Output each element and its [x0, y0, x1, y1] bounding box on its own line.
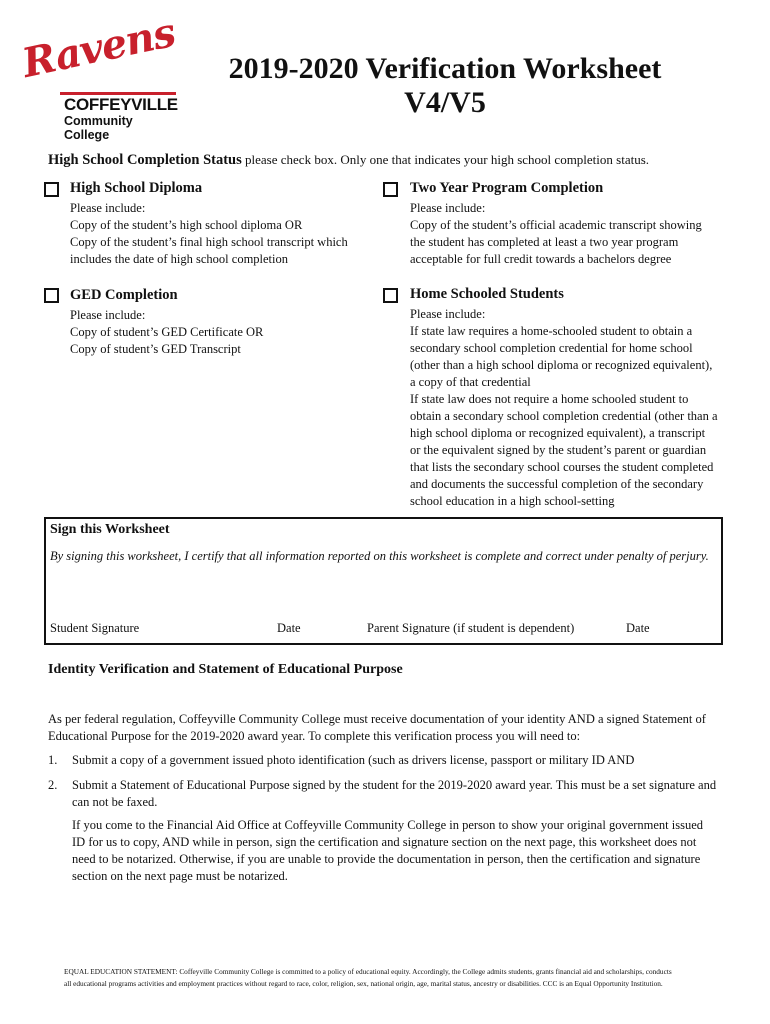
- hs-completion-heading: [48, 152, 649, 169]
- option-line: includes the date of high school completion: [70, 252, 289, 266]
- option-line: If state law does not require a home schooled student to: [410, 392, 689, 406]
- checkbox-high-school-diploma[interactable]: [44, 182, 59, 197]
- paragraph-line: need to be notarized. Otherwise, if you are unable to provide the documentation in person, then the certification and signature: [72, 852, 701, 866]
- option-line: or the equivalent signed by the student’s parent or guardian: [410, 443, 707, 457]
- paragraph-line: ID for us to copy, AND while in person, sign the certification and signature section on the next page, this worksheet does not: [72, 835, 697, 849]
- student-date-field[interactable]: Date: [277, 621, 301, 635]
- paragraph-line: section on the next page must be notarized.: [72, 869, 288, 883]
- option-body-ged-completion: [70, 307, 263, 358]
- checkbox-two-year-program[interactable]: [383, 182, 398, 197]
- option-line: Copy of the student’s official academic transcript showing: [410, 218, 702, 232]
- list-item-number-2: 2.: [48, 778, 58, 792]
- notarization-paragraph: [72, 817, 703, 885]
- logo-name-line1: COFFEYVILLE: [64, 95, 178, 114]
- option-line: the student has completed at least a two year program: [410, 235, 679, 249]
- option-line: and documents the successful completion of the secondary: [410, 477, 704, 491]
- college-logo: [18, 8, 180, 142]
- option-title-ged-completion: GED Completion: [70, 287, 178, 303]
- list-item-number-1: 1.: [48, 753, 58, 767]
- option-title-home-schooled: Home Schooled Students: [410, 286, 564, 302]
- option-line: a copy of that credential: [410, 375, 531, 389]
- logo-script-text: Ravens: [18, 8, 180, 87]
- footer-line: all educational programs activities and employment practices without regard to race, color, religion, sex, national origin, age, marital status, ancestry or disabilities. CCC is an Equal Opportunity Institution.: [64, 979, 663, 988]
- page-title-line2: V4/V5: [404, 86, 486, 119]
- identity-verification-title: Identity Verification and Statement of Educational Purpose: [48, 662, 403, 677]
- option-title-high-school-diploma: High School Diploma: [70, 180, 203, 196]
- option-line: Please include:: [70, 201, 146, 215]
- hs-completion-title: High School Completion Status: [48, 152, 242, 168]
- footer-line: EQUAL EDUCATION STATEMENT: Coffeyville Community College is committed to a policy of educational equity. Accordingly, the College admits students, grants financial aid and scholarships, conducts: [64, 967, 672, 976]
- list-item-text-1: Submit a copy of a government issued photo identification (such as drivers license, passport or military ID AND: [72, 753, 635, 767]
- hs-completion-instruction: please check box. Only one that indicates your high school completion status.: [245, 152, 650, 167]
- option-body-two-year-program: [410, 200, 702, 268]
- option-line: high school diploma or recognized equivalent), a transcript: [410, 426, 706, 440]
- option-line: If state law requires a home-schooled student to obtain a: [410, 324, 693, 338]
- option-body-home-schooled: [410, 306, 718, 510]
- option-line: Copy of the student’s final high school transcript which: [70, 235, 348, 249]
- list-item-text-2: [72, 777, 716, 811]
- option-body-high-school-diploma: [70, 200, 348, 268]
- identity-intro-line: As per federal regulation, Coffeyville Community College must receive documentation of your identity AND a signed Statement of: [48, 712, 706, 726]
- sign-worksheet-title: Sign this Worksheet: [50, 522, 170, 537]
- parent-signature-field[interactable]: Parent Signature (if student is dependent): [367, 621, 575, 635]
- checkbox-ged-completion[interactable]: [44, 288, 59, 303]
- option-line: acceptable for full credit towards a bachelors degree: [410, 252, 672, 266]
- option-line: Please include:: [70, 308, 146, 322]
- page-title-line1: 2019-2020 Verification Worksheet: [228, 52, 662, 85]
- option-line: obtain a secondary school completion credential (other than a: [410, 409, 718, 423]
- identity-intro-line: Educational Purpose for the 2019-2020 award year. To complete this verification process you will need to:: [48, 729, 581, 743]
- list-item-line: Submit a Statement of Educational Purpose signed by the student for the 2019-2020 award year. This must be a set signature and: [72, 778, 717, 792]
- option-line: Please include:: [410, 307, 486, 321]
- option-line: Copy of student’s GED Certificate OR: [70, 325, 264, 339]
- option-line: school education in a high school-setting: [410, 494, 615, 508]
- sign-certification-text: By signing this worksheet, I certify that all information reported on this worksheet is complete and correct under penalty of perjury.: [50, 549, 709, 563]
- option-line: that lists the secondary school courses the student completed: [410, 460, 714, 474]
- checkbox-home-schooled[interactable]: [383, 288, 398, 303]
- option-line: secondary school completion credential for home school: [410, 341, 693, 355]
- option-title-two-year-program: Two Year Program Completion: [410, 180, 604, 196]
- logo-name-line2: Community College: [64, 114, 133, 142]
- paragraph-line: If you come to the Financial Aid Office at Coffeyville Community College in person to show your original government issued: [72, 818, 704, 832]
- student-signature-field[interactable]: Student Signature: [50, 621, 140, 635]
- parent-date-field[interactable]: Date: [626, 621, 650, 635]
- identity-intro: [48, 711, 706, 745]
- equal-education-statement: [64, 966, 724, 990]
- list-item-line: can not be faxed.: [72, 795, 158, 809]
- option-line: Copy of student’s GED Transcript: [70, 342, 241, 356]
- option-line: Copy of the student’s high school diploma OR: [70, 218, 303, 232]
- option-line: (other than a high school diploma or recognized equivalent),: [410, 358, 713, 372]
- option-line: Please include:: [410, 201, 486, 215]
